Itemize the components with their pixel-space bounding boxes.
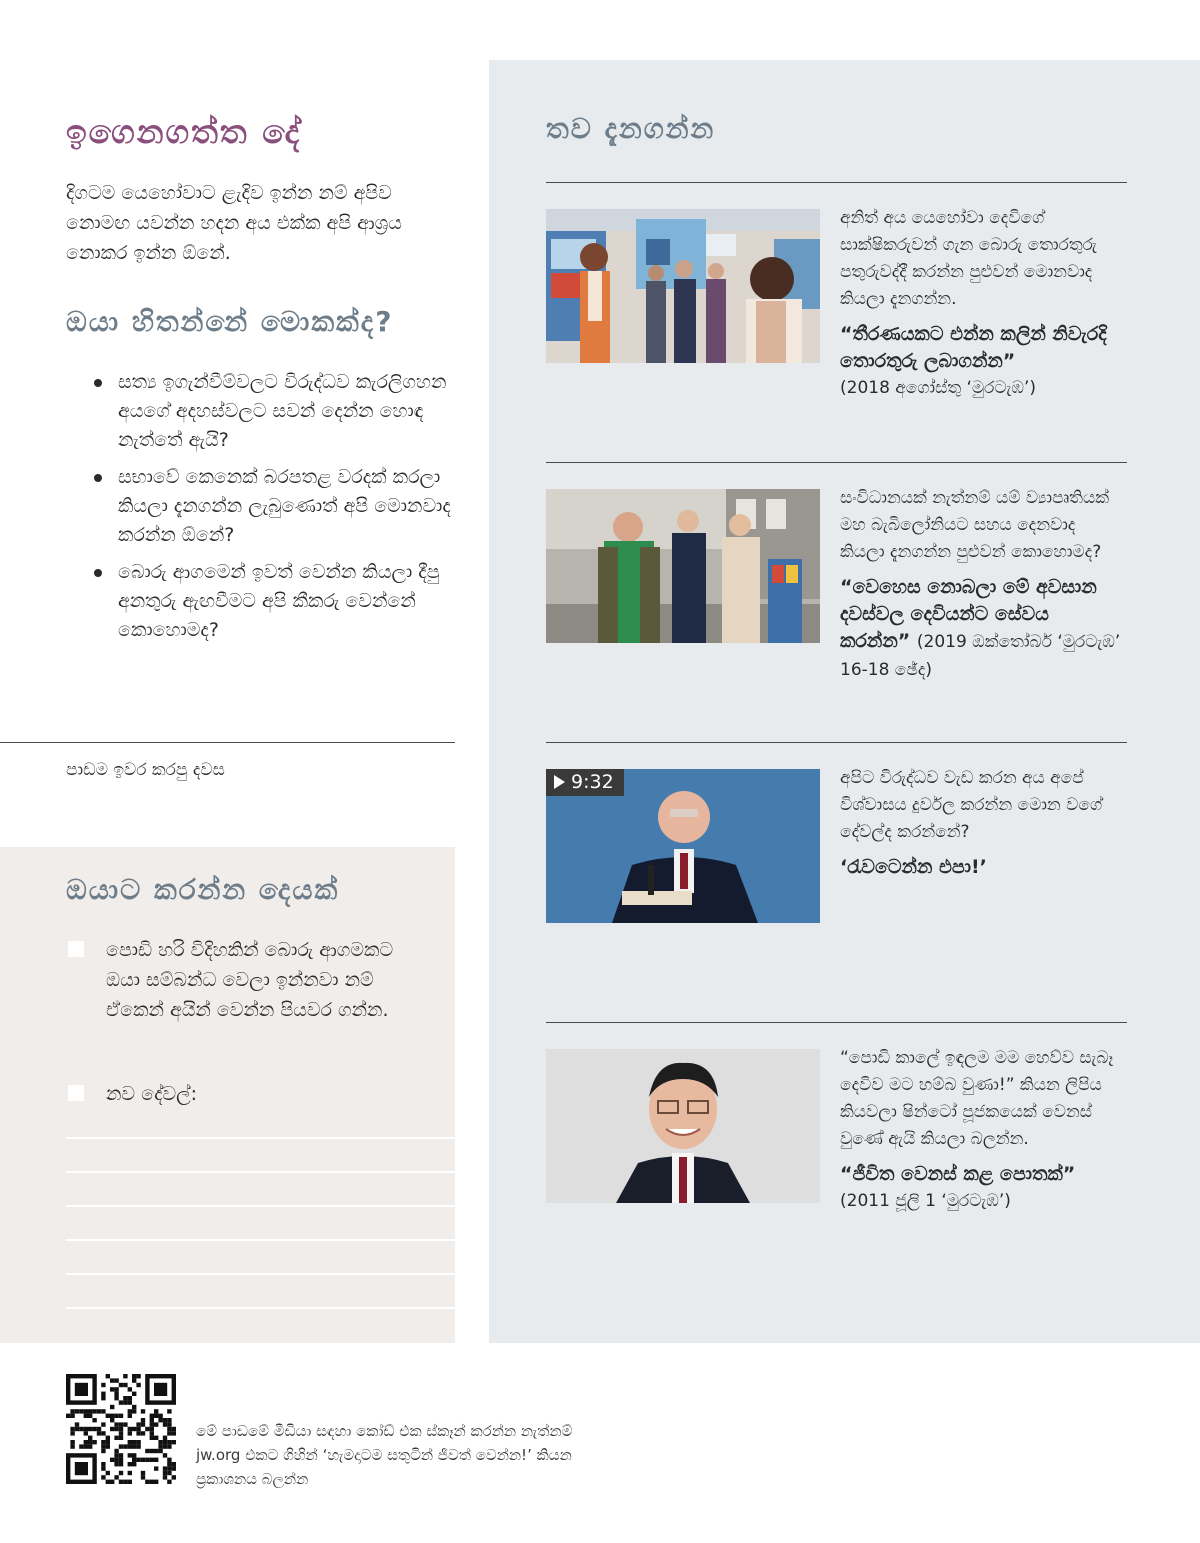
footer-instructions: මේ පාඩමේ මීඩියා සඳහා කෝඩ් එක ස්කෑන් කරන්න නැත්නම් jw.org එකට ගිහින් ‘හැමදාටම සතුටින් ජීවත් වෙන්න!’ කියන ප්‍රකාශනය බලන්න bbox=[196, 1422, 573, 1488]
review-questions-list bbox=[90, 368, 455, 653]
qr-code-image bbox=[66, 1374, 176, 1484]
entry-video-title[interactable]: ‘රැවටෙන්න එපා!’ bbox=[840, 856, 987, 878]
play-icon bbox=[554, 775, 565, 789]
learn-more-title: තව දැනගන්න bbox=[546, 112, 716, 145]
entry-article-title[interactable]: “තීරණයකට එන්න කලින් නිවැරදි තොරතුරු ලබාගන්න” bbox=[840, 323, 1107, 372]
todo-item-text: නව දේවල්: bbox=[106, 1083, 198, 1105]
entry-divider bbox=[546, 1022, 1127, 1023]
entry-description: අපිට විරුද්ධව වැඩ කරන අය අපේ විශ්වාසය දුර්වල කරන්න මොන වගේ දේවල්ද කරන්නේ? bbox=[840, 768, 1103, 842]
notes-lines[interactable] bbox=[66, 1137, 455, 1341]
video-duration: 9:32 bbox=[571, 771, 614, 793]
entry-description: “පොඩි කාලේ ඉඳලම මම හෙව්ව සැබෑ දෙවිව මට හම්බ වුණා!” කියන ලිපිය කියවලා ෂින්ටෝ පූජකයෙක් වෙනස් වුණේ ඇයි කියලා බලන්න. bbox=[840, 1048, 1114, 1149]
entry-image-witnessing[interactable] bbox=[546, 489, 820, 643]
review-question: සත්‍ය ඉගැන්වීම්වලට විරුද්ධව කැරලිගහන අයගේ අදහස්වලට සවන් දෙන්න හොඳ නැත්තේ ඇයි? bbox=[90, 368, 455, 455]
todo-checkbox[interactable] bbox=[68, 1085, 84, 1101]
qr-code[interactable] bbox=[66, 1374, 176, 1484]
entry-source: (2019 ඔක්තෝබර් ‘මුරටැඹ’ 16-18 ඡේද) bbox=[840, 632, 1121, 680]
entry-image-portrait[interactable] bbox=[546, 1049, 820, 1203]
entry-article-title[interactable] bbox=[840, 574, 1125, 684]
todo-item-text: පොඩි හරි විදිහකින් බොරු ආගමකට ඔයා සම්බන්ධ වෙලා ඉන්නවා නම් ඒකෙන් අයින් වෙන්න පියවර ගන්න. bbox=[106, 939, 394, 1021]
review-questions-title: ඔයා හිතන්නේ මොකක්ද? bbox=[66, 305, 394, 338]
todo-item bbox=[66, 1079, 426, 1109]
todo-checkbox[interactable] bbox=[68, 941, 84, 957]
todo-item bbox=[66, 935, 426, 1025]
entry-divider bbox=[546, 182, 1127, 183]
entry-video-thumbnail[interactable] bbox=[546, 769, 820, 923]
street-witnessing-photo bbox=[546, 489, 820, 643]
entry-text bbox=[840, 1045, 1125, 1215]
entry-description: සංවිධානයක් නැත්නම් යම් ව්‍යාපෘතියක් මහ බැබිලෝනියට සහය දෙනවාද කියලා දැනගන්න පුළුවන් කොහොමද? bbox=[840, 488, 1110, 562]
entry-divider bbox=[546, 462, 1127, 463]
entry-text bbox=[840, 485, 1125, 684]
entry-source: (2011 ජූලි 1 ‘මුරටැඹ’) bbox=[840, 1191, 1011, 1211]
review-question: බොරු ආගමෙන් ඉවත් වෙන්න කියලා දීපු අනතුරු ඇඟවීමට අපි කීකරු වෙන්නේ කොහොමද? bbox=[90, 558, 455, 645]
entry-article-title-text[interactable]: “වෙහෙස නොබලා මේ අවසාන දවස්වල දෙවියන්ට සේවය කරන්න” bbox=[840, 576, 1097, 652]
lesson-summary-text: දිගටම යෙහෝවාට ළැදිව ඉන්න නම් අපිව නොමඟ යවන්න හදන අය එක්ක අපි ආශ්‍රය නොකර ඉන්න ඕනේ. bbox=[66, 182, 402, 264]
todo-title: ඔයාට කරන්න දෙයක් bbox=[66, 873, 340, 906]
smiling-man-portrait bbox=[546, 1049, 820, 1203]
entry-source: (2018 අගෝස්තු ‘මුරටැඹ’) bbox=[840, 378, 1037, 398]
lesson-summary-title: ඉගෙනගත්ත දේ bbox=[66, 112, 302, 151]
video-duration-badge[interactable] bbox=[546, 769, 624, 796]
entry-article-title[interactable]: “ජීවිත වෙනස් කළ පොතක්” bbox=[840, 1163, 1076, 1185]
entry-description: අනිත් අය යෙහෝවා දෙවිගේ සාක්ෂිකරුවන් ගැන බොරු තොරතුරු පතුරුවද්දී කරන්න පුළුවන් මොනවාද කියලා දැනගන්න. bbox=[840, 208, 1097, 309]
people-reading-news-photo bbox=[546, 209, 820, 363]
entry-image-news[interactable] bbox=[546, 209, 820, 363]
entry-text bbox=[840, 765, 1125, 881]
entry-text bbox=[840, 205, 1125, 402]
completion-date-label: පාඩම ඉවර කරපු දවස bbox=[66, 760, 225, 780]
review-question: සභාවේ කෙනෙක් බරපතළ වරදක් කරලා කියලා දැනගන්න ලැබුණොත් අපි මොනවාද කරන්න ඕනේ? bbox=[90, 463, 455, 550]
entry-divider bbox=[546, 742, 1127, 743]
completion-divider bbox=[0, 742, 455, 743]
